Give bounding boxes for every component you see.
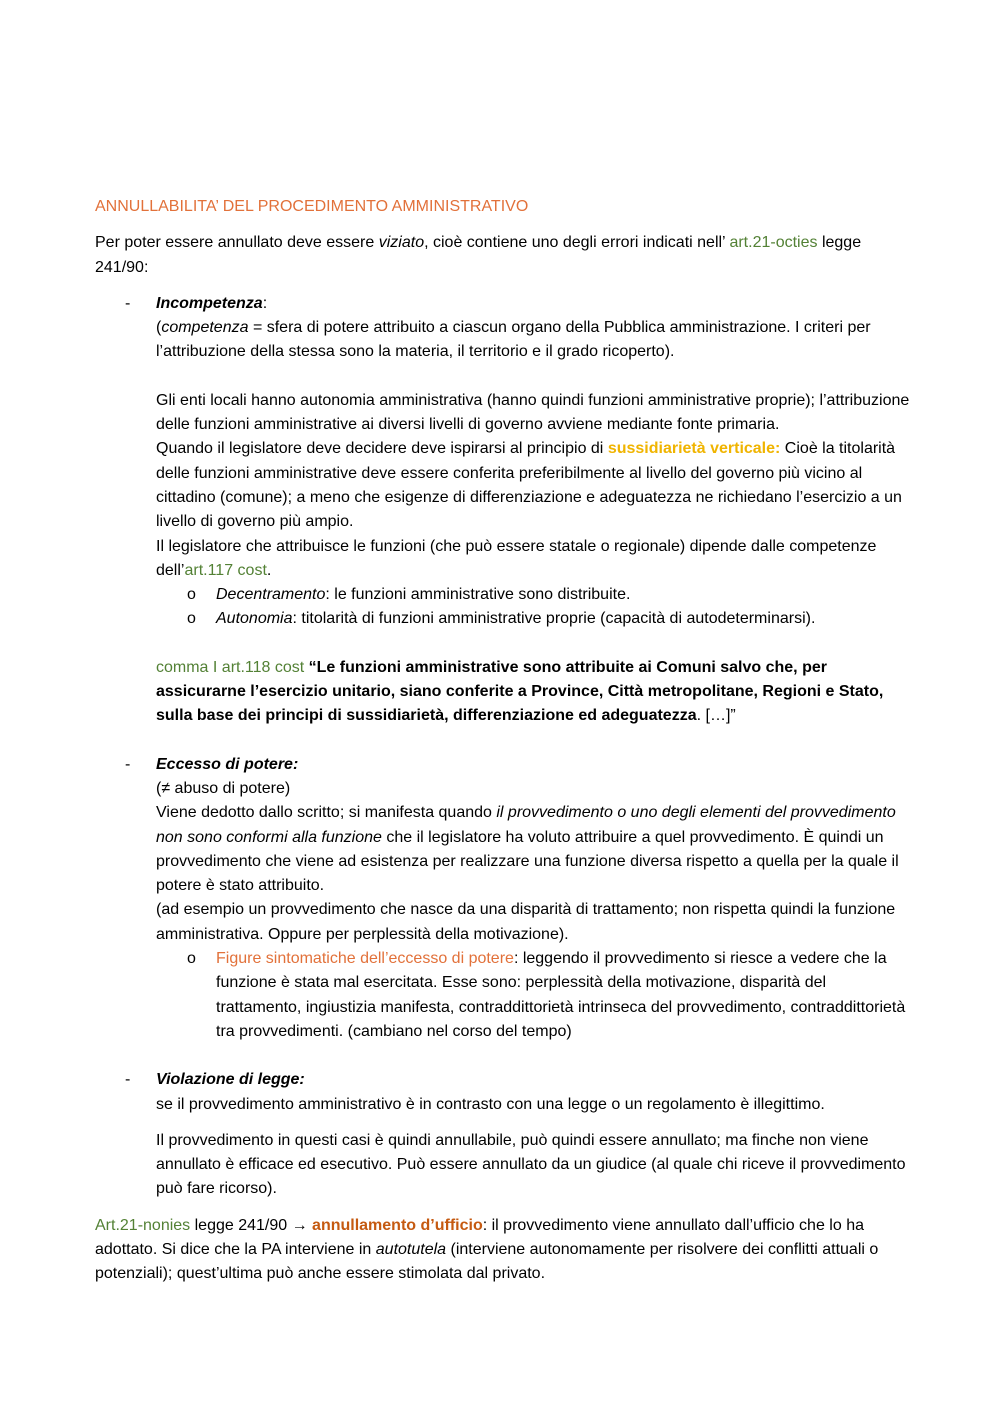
note: (≠ abuso di potere) <box>156 779 291 797</box>
paragraph-text: Quando il legislatore deve decidere deve ispirarsi al principio di <box>156 440 608 458</box>
paragraph-text: (interviene autonomamente per risolvere dei conflitti attuali o potenziali); quest’ultima può anche essere stimolata dal privato. <box>95 1240 879 1283</box>
final-paragraph <box>95 1214 910 1287</box>
dash-marker: - <box>125 755 131 773</box>
dash-marker: - <box>125 1071 131 1089</box>
quote-close: . […]” <box>696 707 736 725</box>
item-title <box>156 292 910 316</box>
sub-item-text: : le funzioni amministrative sono distribuite. <box>325 586 631 604</box>
sub-item-text: : titolarità di funzioni amministrative proprie (capacità di autodeterminarsi). <box>292 610 816 628</box>
sub-item-term: Figure sintomatiche dell’eccesso di potere <box>216 950 514 968</box>
sub-item-decentramento <box>156 583 910 607</box>
paragraph: Gli enti locali hanno autonomia amministrativa (hanno quindi funzioni amministrative proprie); l’attribuzione delle funzioni amministrative ai diversi livelli di governo avviene mediante fonte primaria. <box>156 391 910 434</box>
list-item-violazione <box>95 1068 910 1201</box>
law-quote <box>156 656 910 729</box>
section-title: ANNULLABILITA’ DEL PROCEDIMENTO AMMINISTRATIVO <box>95 198 529 215</box>
paragraph <box>156 801 910 898</box>
paragraph-text: Il legislatore che attribuisce le funzioni (che può essere statale o regionale) dipende dalle competenze dell’ <box>156 537 877 579</box>
intro-term: viziato <box>378 234 425 252</box>
item-title-text: Incompetenza <box>156 294 263 312</box>
definition-term: competenza <box>161 319 249 337</box>
italic-text: il provvedimento o uno degli elementi del provvedimento non sono conformi alla funzione <box>156 804 896 846</box>
paragraph-text: legge 241/90 <box>190 1216 292 1234</box>
intro-paragraph <box>95 231 910 280</box>
sub-item-figure-sintomatiche <box>156 947 910 1044</box>
italic-term: autotutela <box>375 1240 447 1258</box>
sub-item-text: : leggendo il provvedimento si riesce a vedere che la funzione è stata mal esercitata. Esse sono: perplessità della motivazione, disparità del trattamento, ingiustizia manifesta, contraddittorietà intrinseca del provvedimento, contraddittorietà tra provvedimenti. (cambiano nel corso del tempo) <box>216 950 906 1040</box>
paragraph-text: : il provvedimento viene annullato dall’ufficio che lo ha adottato. Si dice che la PA interviene in <box>95 1216 864 1258</box>
paragraph-text: che il legislatore ha voluto attribuire a quel provvedimento. È quindi un provvedimento che viene ad esistenza per realizzare una funzione diversa rispetto a quella per la quale il potere è stato attribuito. <box>156 828 899 895</box>
item-title-text: Violazione di legge: <box>156 1071 305 1089</box>
paren: ( <box>156 319 162 337</box>
article-reference: art.21-octies <box>729 234 818 252</box>
arrow-icon: → <box>291 1216 308 1234</box>
list-item-eccesso <box>95 753 910 1045</box>
paragraph-text: Cioè la titolarità delle funzioni amministrative deve essere conferita preferibilmente al livello del governo più vicino al cittadino (comune); a meno che esigenze di differenziazione e adeguatezza ne richiedano l’esercizio a un livello di governo più ampio. <box>156 440 902 531</box>
definition-text: = sfera di potere attribuito a ciascun organo della Pubblica amministrazione. I criteri per l’attribuzione della stessa sono la materia, il territorio e il grado ricoperto). <box>156 319 871 361</box>
intro-text: legge 241/90: <box>95 234 862 276</box>
bullet-marker: o <box>187 950 196 968</box>
intro-text: , cioè contiene uno degli errori indicati nell’ <box>424 234 730 252</box>
sub-item-autonomia <box>156 607 910 631</box>
paragraph <box>156 535 910 584</box>
document-content <box>95 195 910 1287</box>
quote-text: Le funzioni amministrative sono attribuite ai Comuni salvo che, per assicurarne l’esercizio unitario, siano conferite a Province, Città metropolitane, Regioni e Stato, sulla base dei principi di sussidiarietà, differenziazione ed adeguatezza <box>156 658 884 725</box>
quote-open: “ <box>304 658 317 676</box>
article-reference: art.117 cost <box>184 561 267 579</box>
item-title <box>156 1068 910 1092</box>
highlight-term: annullamento d’ufficio <box>312 1216 483 1234</box>
item-title-text: Eccesso di potere: <box>156 755 299 773</box>
definition <box>156 316 910 365</box>
dash-marker: - <box>125 294 131 312</box>
highlight-term: sussidiarietà verticale: <box>607 440 781 458</box>
paragraph <box>156 437 910 534</box>
intro-text: Per poter essere annullato deve essere <box>95 234 379 252</box>
sub-item-term: Autonomia <box>216 610 293 628</box>
item-title <box>156 753 910 777</box>
bullet-marker: o <box>187 610 196 628</box>
paragraph: Il provvedimento in questi casi è quindi annullabile, può quindi essere annullato; ma finche non viene annullato è efficace ed esecutivo. Può essere annullato da un giudice (al quale chi riceve il provvedimento può fare ricorso). <box>156 1131 906 1198</box>
title-colon: : <box>262 294 268 312</box>
sub-item-term: Decentramento <box>216 586 326 604</box>
list-item-incompetenza <box>95 292 910 729</box>
paragraph-text: . <box>266 561 272 579</box>
paragraph: (ad esempio un provvedimento che nasce da una disparità di trattamento; non rispetta quindi la funzione amministrativa. Oppure per perplessità della motivazione). <box>156 901 896 943</box>
bullet-marker: o <box>187 586 196 604</box>
article-reference: Art.21-nonies <box>95 1216 191 1234</box>
paragraph: se il provvedimento amministrativo è in contrasto con una legge o un regolamento è illegittimo. <box>156 1095 825 1113</box>
paragraph-text: Viene dedotto dallo scritto; si manifesta quando <box>156 804 497 822</box>
article-reference: comma I art.118 cost <box>156 658 305 676</box>
